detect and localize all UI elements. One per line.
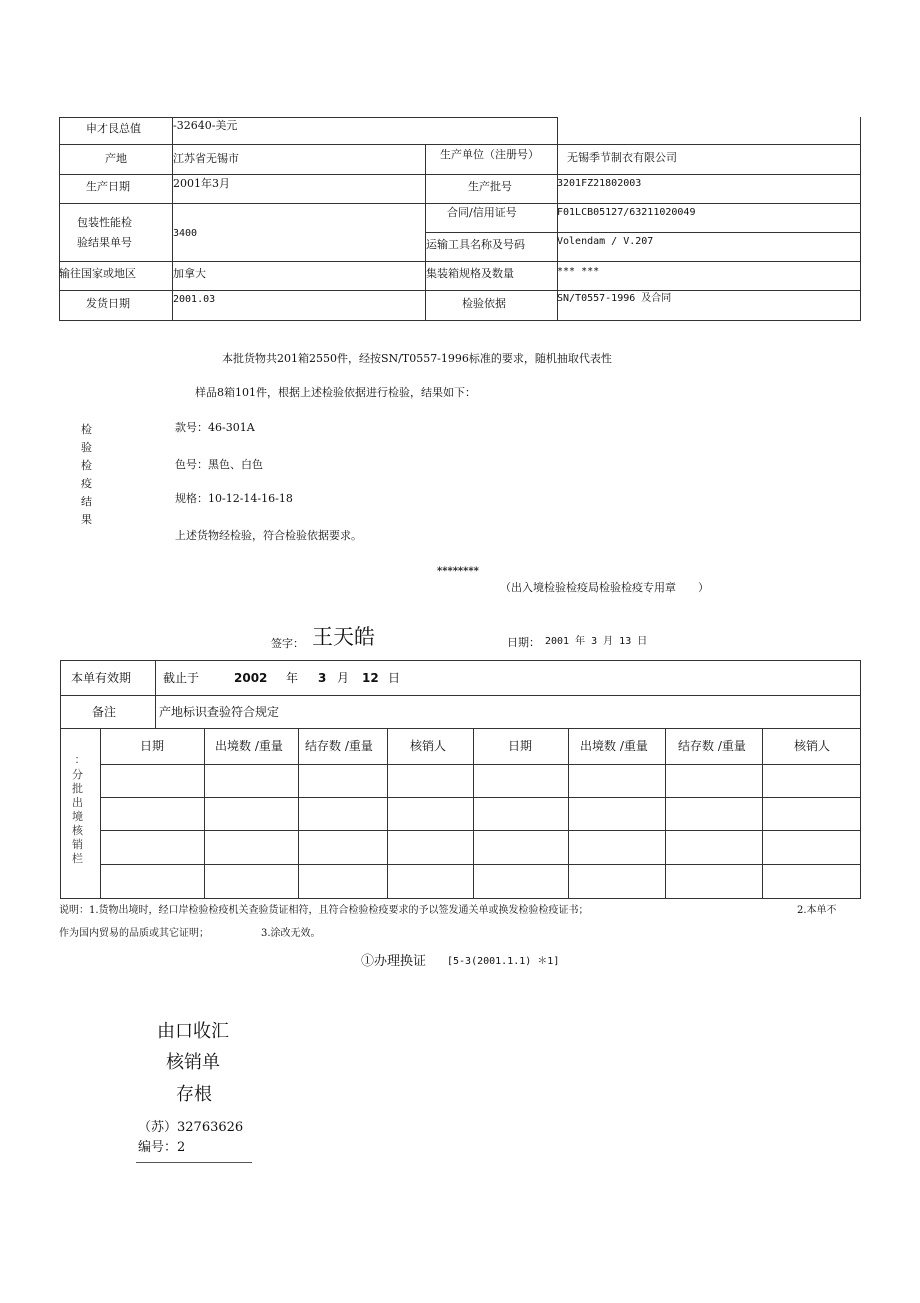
validity-day: 12: [362, 671, 379, 685]
side-marker-text: ：: [74, 753, 86, 766]
inspection-basis-label: 检验依据: [462, 297, 506, 310]
production-date-value: 2001年3月: [173, 177, 230, 190]
validity-year-unit: 年: [286, 671, 299, 685]
official-stamp-note: （出入境检验检疫局检验检疫专用章 ）: [500, 581, 709, 594]
col-date-1: 日期: [140, 739, 165, 753]
side-char-2: 验: [81, 441, 92, 454]
transport-label: 运输工具名称及号码: [426, 238, 525, 251]
packaging-result-label-a: 包装性能检: [77, 216, 132, 229]
note-line-1: 说明：1.货物出境时，经口岸检验检疫机关查验货证相符，且符合检验检疫要求的予以签发通关单或换发检验检疫证书；: [59, 905, 589, 916]
remarks-label: 备注: [92, 705, 117, 719]
stub-title-2: 核销单: [166, 1052, 220, 1073]
remarks-value: 产地标识查验符合规定: [159, 705, 280, 719]
packaging-result-label-b: 验结果单号: [77, 236, 132, 249]
col-export-qty-2: 出境数 /重量: [580, 739, 648, 753]
validity-year: 2002: [234, 671, 268, 685]
note-line-2-tail: 3.涂改无效。: [261, 928, 321, 939]
producer-label: 生产单位（注册号）: [440, 148, 539, 161]
note-line-2: 作为国内贸易的品质或其它证明；: [59, 928, 209, 939]
validity-prefix: 截止于: [163, 671, 200, 685]
col-balance-qty-2: 结存数 /重量: [678, 739, 746, 753]
col-date-2: 日期: [508, 739, 533, 753]
destination-label: 输往国家或地区: [59, 267, 136, 280]
side-char-3: 检: [81, 459, 92, 472]
stub-number: （苏）32763626: [138, 1120, 244, 1135]
col-export-qty-1: 出境数 /重量: [215, 739, 283, 753]
production-date-label: 生产日期: [86, 180, 130, 193]
packaging-result-value: 3400: [173, 228, 198, 239]
color-number: 色号：黑色、白色: [175, 458, 263, 471]
stub-serial: 编号：2: [138, 1140, 186, 1155]
stub-underline: [136, 1162, 252, 1163]
col-verifier-2: 核销人: [794, 739, 831, 753]
producer-value: 无锡季节制衣有限公司: [567, 151, 677, 164]
validity-label: 本单有效期: [71, 671, 132, 685]
inspection-basis-value: SN/T0557-1996 及合同: [557, 293, 672, 304]
stars: ********: [437, 566, 479, 577]
validity-month: 3: [318, 671, 327, 685]
validity-month-unit: 月: [337, 671, 350, 685]
batch-number-label: 生产批号: [468, 180, 512, 193]
ship-date-label: 发货日期: [86, 297, 130, 310]
col-balance-qty-1: 结存数 /重量: [305, 739, 373, 753]
container-value: *** ***: [557, 266, 600, 277]
container-label: 集装箱规格及数量: [426, 267, 514, 280]
destination-value: 加拿大: [173, 267, 206, 280]
writeoff-side-label: 分批出境核销栏: [72, 768, 83, 865]
batch-number-value: 3201FZ21802003: [557, 178, 642, 189]
style-number: 款号：46-301A: [175, 421, 255, 434]
note-line-1-tail: 2.本单不: [797, 905, 837, 916]
date-label: 日期：: [507, 636, 540, 649]
size-spec: 规格：10-12-14-16-18: [175, 492, 293, 505]
origin-value: 江苏省无锡市: [173, 152, 239, 165]
ship-date-value: 2001.03: [173, 294, 216, 305]
contract-label: 合同/信用证号: [447, 206, 517, 219]
side-char-4: 疫: [81, 477, 92, 490]
issue-date: 2001 年 3 月 13 日: [545, 636, 648, 647]
form-number: [5-3(2001.1.1) ＊1]: [447, 956, 560, 967]
result-line-1: 本批货物共201箱2550件，经按SN/T0557-1996标准的要求，随机抽取代表性: [222, 352, 612, 365]
handle-certificate: ①办理换证: [361, 954, 427, 969]
side-char-5: 结: [81, 495, 92, 508]
side-char-6: 果: [81, 513, 92, 526]
signature-label: 签字：: [271, 637, 304, 650]
result-line-2: 样品8箱101件，根据上述检验依据进行检验，结果如下：: [195, 386, 476, 399]
validity-day-unit: 日: [388, 671, 401, 685]
contract-value: F01LCB05127/63211020049: [557, 207, 696, 218]
stub-title-1: 由口收汇: [157, 1021, 229, 1042]
signature-name: 王天皓: [312, 625, 375, 649]
side-marker: [70, 748, 90, 767]
stub-title-3: 存根: [176, 1084, 212, 1105]
col-verifier-1: 核销人: [410, 739, 447, 753]
total-value-label: 申才艮总值: [86, 122, 141, 135]
side-char-1: 检: [81, 423, 92, 436]
transport-value: Volendam / V.207: [557, 236, 654, 247]
total-value: -32640-美元: [173, 119, 238, 132]
conclusion: 上述货物经检验，符合检验依据要求。: [175, 529, 362, 542]
origin-label: 产地: [105, 152, 127, 165]
